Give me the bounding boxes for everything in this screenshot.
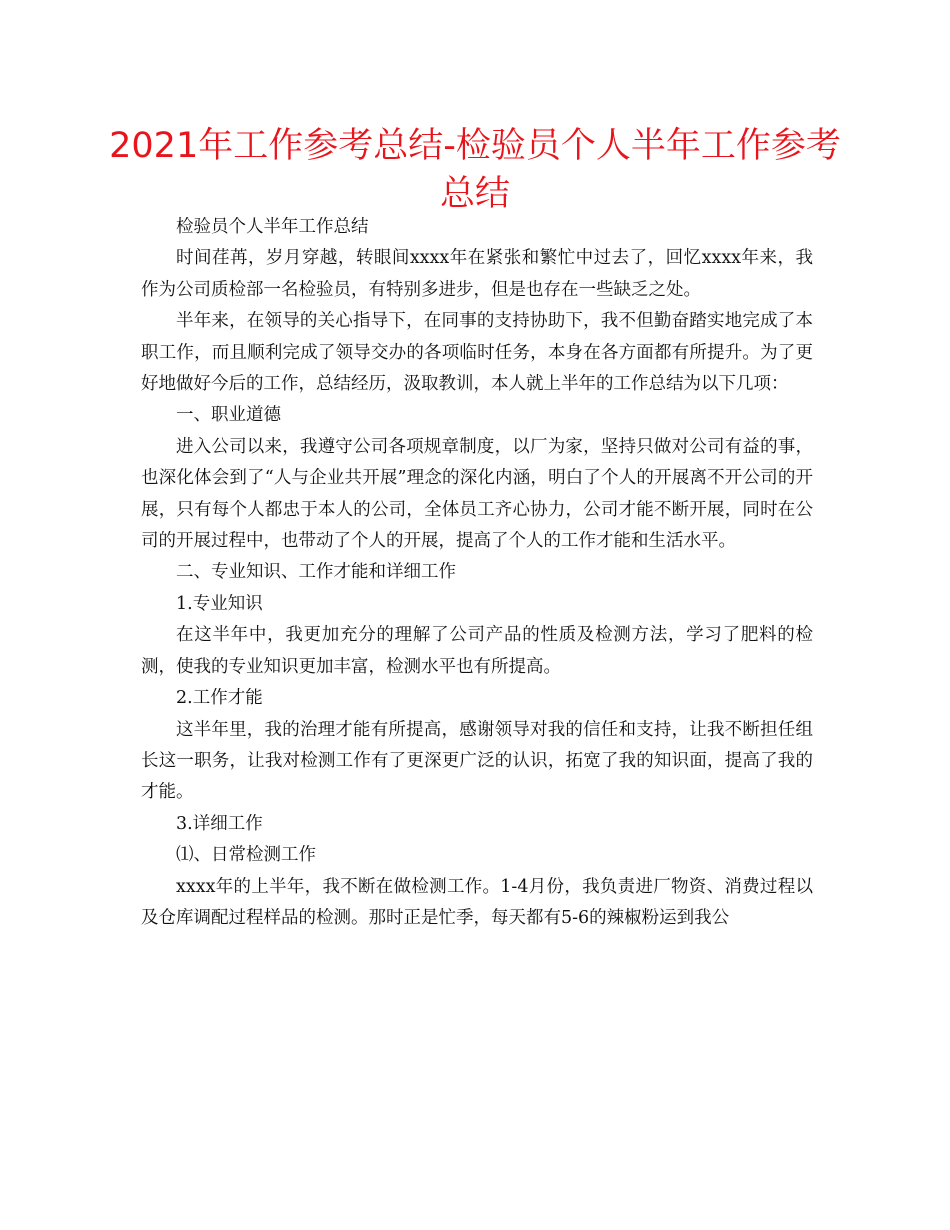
title-line-1: 2021年工作参考总结-检验员个人半年工作参考: [109, 126, 841, 166]
document-title: [100, 122, 850, 218]
ethics-paragraph: 进入公司以来，我遵守公司各项规章制度，以厂为家，坚持只做对公司有益的事，也深化体会到了“人与企业共开展”理念的深化内涵，明白了个人的开展离不开公司的开展，只有每个人都忠于本人的公司，全体员工齐心协力，公司才能不断开展，同时在公司的开展过程中，也带动了个人的开展，提高了个人的工作才能和生活水平。: [141, 436, 813, 552]
knowledge-paragraph: 在这半年中，我更加充分的理解了公司产品的性质及检测方法，学习了肥料的检测，使我的专业知识更加丰富，检测水平也有所提高。: [141, 625, 813, 677]
section-heading-ethics: 一、职业道德: [176, 405, 281, 426]
daily-testing-paragraph: xxxx年的上半年，我不断在做检测工作。1-4月份，我负责进厂物资、消费过程以及仓库调配过程样品的检测。那时正是忙季，每天都有5-6的辣椒粉运到我公: [141, 876, 813, 928]
overview-paragraph: 半年来，在领导的关心指导下，在同事的支持协助下，我不但勤奋踏实地完成了本职工作，而且顺利完成了领导交办的各项临时任务，本身在各方面都有所提升。为了更好地做好今后的工作，总结经历，汲取教训，本人就上半年的工作总结为以下几项：: [141, 311, 813, 395]
document-body: [141, 212, 813, 934]
subheading-daily-testing: ⑴、日常检测工作: [176, 845, 316, 866]
subtitle-paragraph: 检验员个人半年工作总结: [176, 217, 369, 237]
subheading-work: 3.详细工作: [176, 813, 263, 834]
section-heading-skills: 二、专业知识、工作才能和详细工作: [176, 562, 456, 583]
subheading-ability: 2.工作才能: [176, 688, 263, 709]
ability-paragraph: 这半年里，我的治理才能有所提高，感谢领导对我的信任和支持，让我不断担任组长这一职务，让我对检测工作有了更深更广泛的认识，拓宽了我的知识面，提高了我的才能。: [141, 719, 813, 803]
title-line-2: 总结: [439, 174, 510, 214]
intro-paragraph: 时间荏苒，岁月穿越，转眼间xxxx年在紧张和繁忙中过去了，回忆xxxx年来，我作为公司质检部一名检验员，有特别多进步，但是也存在一些缺乏之处。: [141, 248, 813, 300]
subheading-knowledge: 1.专业知识: [176, 593, 263, 614]
